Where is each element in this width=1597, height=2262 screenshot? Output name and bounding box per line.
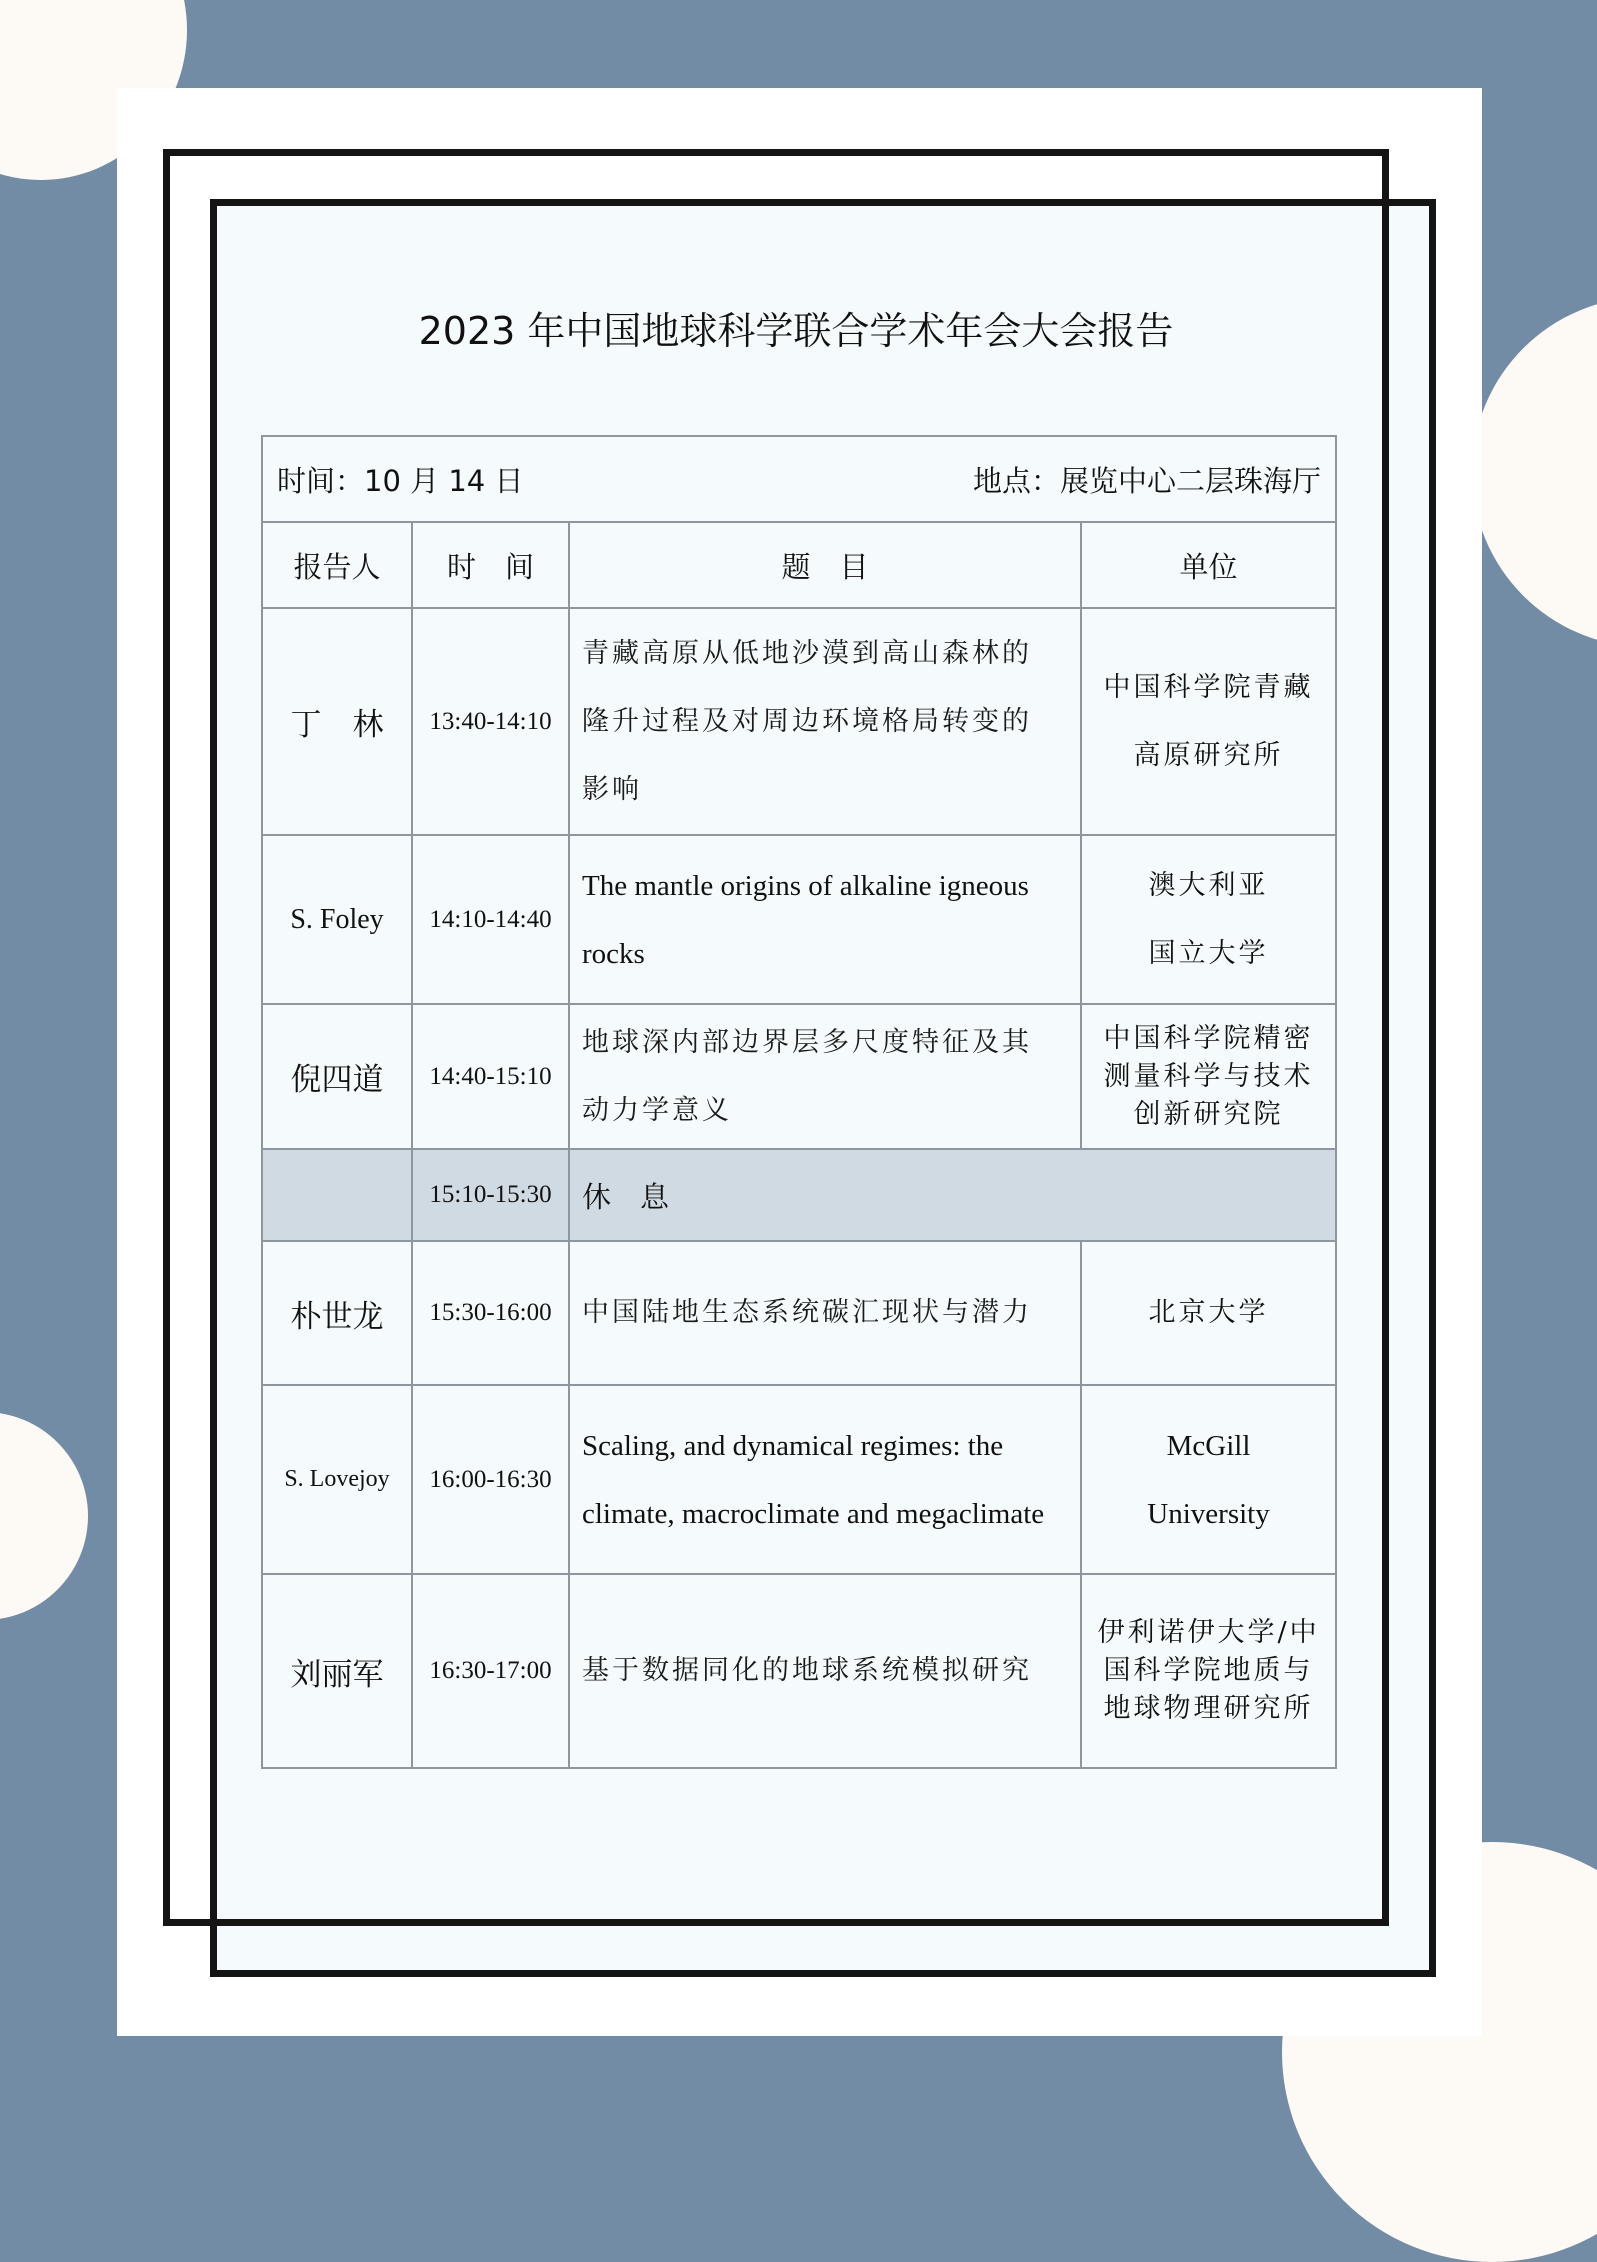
talk-topic	[569, 608, 1081, 835]
table-row	[262, 1241, 1336, 1385]
speaker-name: S. Lovejoy	[262, 1385, 412, 1574]
table-row	[262, 835, 1336, 1004]
break-label: 休 息	[569, 1149, 1336, 1241]
unit-line: 中国科学院青藏	[1103, 671, 1314, 703]
talk-topic	[569, 1004, 1081, 1149]
table-row	[262, 1574, 1336, 1768]
talk-topic	[569, 1574, 1081, 1768]
speaker-name: 刘丽军	[262, 1574, 412, 1768]
unit-line: 澳大利亚	[1148, 869, 1269, 901]
talk-topic	[569, 835, 1081, 1004]
table-row	[262, 1004, 1336, 1149]
unit-line: 国立大学	[1148, 937, 1269, 969]
unit-line: University	[1147, 1497, 1270, 1530]
speaker-name: 丁 林	[262, 608, 412, 835]
speaker-name: 朴世龙	[262, 1241, 412, 1385]
talk-time: 14:10-14:40	[412, 835, 569, 1004]
info-row	[262, 436, 1336, 522]
speaker-name: S. Foley	[262, 835, 412, 1004]
break-speaker-empty	[262, 1149, 412, 1241]
talk-topic	[569, 1241, 1081, 1385]
header-topic: 题 目	[569, 522, 1081, 608]
topic-line: The mantle origins of alkaline igneous	[582, 869, 1029, 902]
unit-line: 伊利诺伊大学/中	[1097, 1617, 1320, 1648]
speaker-unit	[1081, 835, 1336, 1004]
break-time: 15:10-15:30	[412, 1149, 569, 1241]
unit-line: 地球物理研究所	[1103, 1693, 1314, 1724]
topic-line: 青藏高原从低地沙漠到高山森林的	[582, 637, 1032, 669]
talk-topic	[569, 1385, 1081, 1574]
topic-line: Scaling, and dynamical regimes: the	[582, 1429, 1004, 1462]
table-row	[262, 1385, 1336, 1574]
unit-line: 国科学院地质与	[1103, 1655, 1314, 1686]
break-row	[262, 1149, 1336, 1241]
talk-time: 16:30-17:00	[412, 1574, 569, 1768]
event-location: 地点：展览中心二层珠海厅	[973, 463, 1322, 498]
topic-line: climate, macroclimate and megaclimate	[582, 1497, 1045, 1530]
decor-circle-right	[1472, 297, 1597, 647]
unit-line: 创新研究院	[1133, 1098, 1284, 1130]
speaker-unit	[1081, 1004, 1336, 1149]
unit-line: 北京大学	[1148, 1297, 1269, 1328]
talk-time: 16:00-16:30	[412, 1385, 569, 1574]
speaker-unit	[1081, 1241, 1336, 1385]
unit-line: McGill	[1166, 1429, 1251, 1462]
talk-time: 14:40-15:10	[412, 1004, 569, 1149]
topic-line: 中国陆地生态系统碳汇现状与潜力	[582, 1297, 1032, 1328]
topic-line: 地球深内部边界层多尺度特征及其	[582, 1026, 1032, 1058]
table-row	[262, 608, 1336, 835]
topic-line: 隆升过程及对周边环境格局转变的	[582, 705, 1032, 737]
page-title: 2023 年中国地球科学联合学术年会大会报告	[418, 309, 1174, 353]
schedule-table	[261, 435, 1337, 1769]
unit-line: 中国科学院精密	[1103, 1022, 1314, 1054]
speaker-unit	[1081, 1574, 1336, 1768]
speaker-name: 倪四道	[262, 1004, 412, 1149]
header-row	[262, 522, 1336, 608]
unit-line: 高原研究所	[1133, 739, 1284, 771]
talk-time: 13:40-14:10	[412, 608, 569, 835]
decor-circle-left	[0, 1412, 88, 1620]
header-unit: 单位	[1081, 522, 1336, 608]
header-speaker: 报告人	[262, 522, 412, 608]
talk-time: 15:30-16:00	[412, 1241, 569, 1385]
unit-line: 测量科学与技术	[1103, 1060, 1314, 1092]
topic-line: 动力学意义	[582, 1094, 732, 1126]
header-time: 时 间	[412, 522, 569, 608]
speaker-unit	[1081, 608, 1336, 835]
topic-line: 基于数据同化的地球系统模拟研究	[582, 1655, 1032, 1686]
topic-line: 影响	[582, 773, 642, 805]
topic-line: rocks	[582, 937, 645, 970]
event-time: 时间：10 月 14 日	[277, 463, 524, 498]
speaker-unit	[1081, 1385, 1336, 1574]
